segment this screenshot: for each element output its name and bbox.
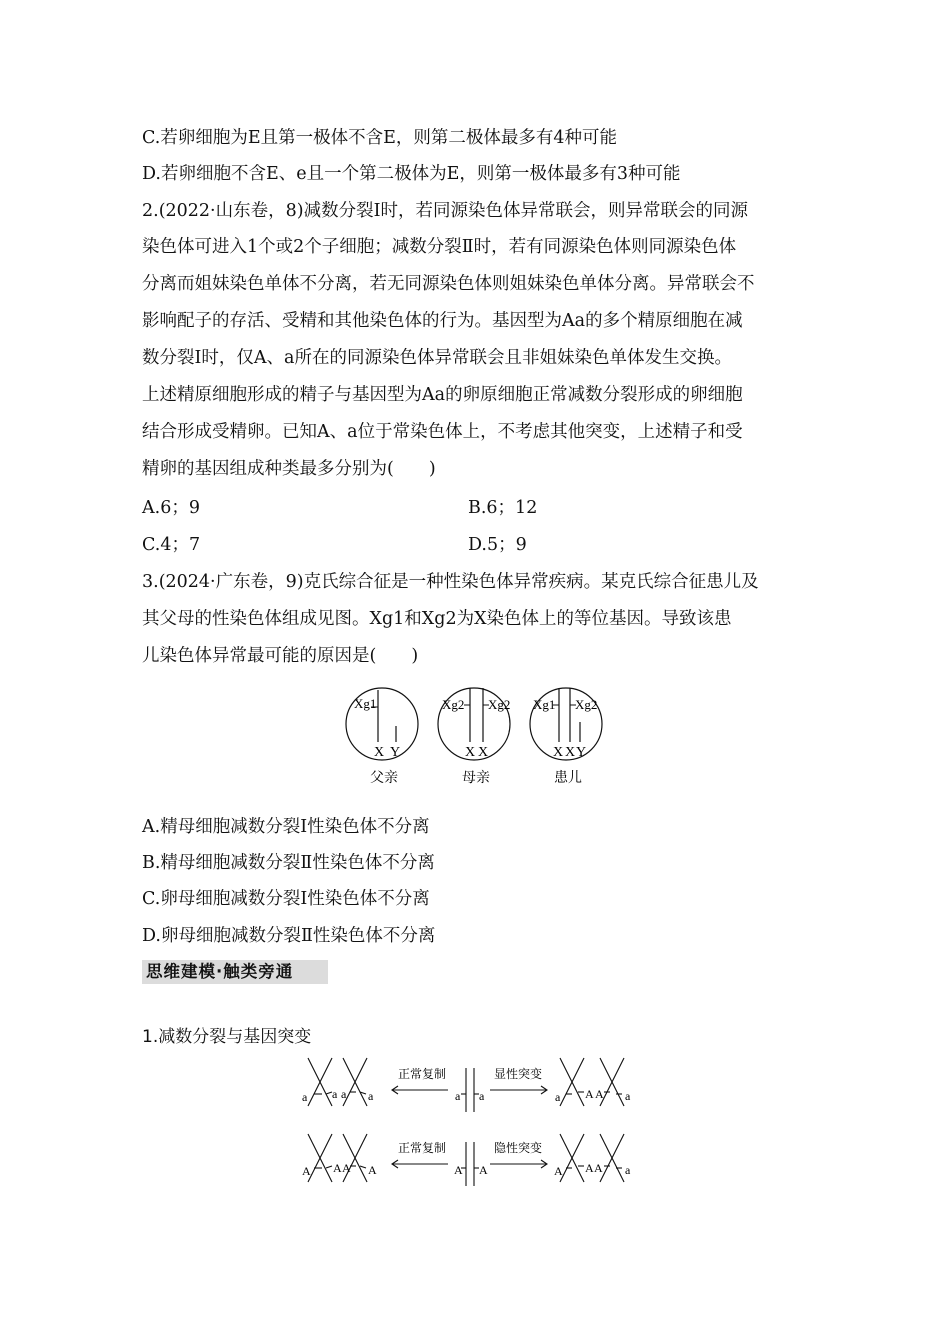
chrom-label: Y: [390, 745, 401, 760]
chrom-label: Y: [576, 745, 587, 760]
q2-option-c: C.4；7: [142, 535, 201, 555]
gene-label: a: [332, 1087, 338, 1101]
gene-label-xg1-father: Xg1: [354, 696, 377, 711]
section-heading: 思维建模·触类旁通: [142, 960, 328, 984]
arrow-label-recessive-mutation: 隐性突变: [494, 1141, 543, 1155]
gene-label: A: [594, 1161, 603, 1175]
chrom-label: X: [553, 745, 564, 760]
chrom-label: X: [374, 745, 385, 760]
gene-label: a: [625, 1089, 631, 1103]
q2-option-d: D.5；9: [468, 535, 527, 555]
q2-line-4: 影响配子的存活、受精和其他染色体的行为。基因型为Aa的多个精原细胞在减: [142, 311, 743, 331]
arrow-label-normal-replication: 正常复制: [398, 1067, 447, 1081]
q3-line-3: 儿染色体异常最可能的原因是( ): [142, 646, 419, 666]
q3-option-c: C.卵母细胞减数分裂Ⅰ性染色体不分离: [142, 889, 430, 909]
q2-line-8: 精卵的基因组成种类最多分别为( ): [142, 459, 436, 479]
gene-label: a: [455, 1089, 461, 1103]
gene-label: A: [595, 1087, 604, 1101]
gene-label-xg2-child: Xg2: [575, 697, 598, 712]
gene-label: A: [368, 1163, 377, 1177]
q2-option-a: A.6；9: [142, 498, 200, 518]
gene-label: A: [333, 1161, 342, 1175]
sex-chromosome-figure: [340, 678, 610, 788]
gene-label: A: [342, 1161, 351, 1175]
gene-label: A: [454, 1163, 463, 1177]
caption-father: 父亲: [370, 771, 398, 786]
gene-label: a: [625, 1163, 631, 1177]
gene-label: A: [585, 1161, 594, 1175]
arrow-label-normal-replication: 正常复制: [398, 1141, 447, 1155]
gene-label-xg1-child: Xg1: [533, 697, 556, 712]
gene-label: a: [479, 1089, 485, 1103]
mutation-figure: [298, 1054, 648, 1194]
gene-label: A: [554, 1164, 563, 1178]
q2-line-3: 分离而姐妹染色单体不分离，若无同源染色体则姐妹染色单体分离。异常联会不: [142, 274, 755, 294]
q2-line-5: 数分裂Ⅰ时，仅A、a所在的同源染色体异常联会且非姐妹染色单体发生交换。: [142, 348, 732, 368]
q3-line-1: 3.(2024·广东卷，9)克氏综合征是一种性染色体异常疾病。某克氏综合征患儿及: [142, 572, 759, 592]
gene-label: A: [479, 1163, 488, 1177]
gene-label: a: [302, 1090, 308, 1104]
option-c-prev: C.若卵细胞为E且第一极体不含E，则第二极体最多有4种可能: [142, 128, 618, 148]
caption-child: 患儿: [554, 771, 582, 786]
chrom-label: X: [465, 745, 476, 760]
q2-line-6: 上述精原细胞形成的精子与基因型为Aa的卵原细胞正常减数分裂形成的卵细胞: [142, 385, 743, 405]
caption-mother: 母亲: [462, 771, 490, 786]
arrow-label-dominant-mutation: 显性突变: [494, 1067, 543, 1081]
gene-label-xg2-left: Xg2: [442, 697, 465, 712]
q2-line-1: 2.(2022·山东卷，8)减数分裂Ⅰ时，若同源染色体异常联会，则异常联会的同源: [142, 201, 748, 221]
chrom-label: X: [565, 745, 576, 760]
q3-option-d: D.卵母细胞减数分裂Ⅱ性染色体不分离: [142, 926, 436, 946]
gene-label: A: [585, 1087, 594, 1101]
gene-label: a: [341, 1087, 347, 1101]
q2-line-7: 结合形成受精卵。已知A、a位于常染色体上，不考虑其他突变，上述精子和受: [142, 422, 743, 442]
option-d-prev: D.若卵细胞不含E、e且一个第二极体为E，则第一极体最多有3种可能: [142, 164, 681, 184]
gene-label-xg2-right: Xg2: [488, 697, 511, 712]
gene-label: a: [555, 1090, 561, 1104]
gene-label: a: [368, 1089, 374, 1103]
gene-label: A: [302, 1164, 311, 1178]
q2-line-2: 染色体可进入1个或2个子细胞；减数分裂Ⅱ时，若有同源染色体则同源染色体: [142, 237, 737, 257]
q3-line-2: 其父母的性染色体组成见图。Xg1和Xg2为X染色体上的等位基因。导致该患: [142, 609, 732, 629]
q3-option-b: B.精母细胞减数分裂Ⅱ性染色体不分离: [142, 853, 435, 873]
chrom-label: X: [478, 745, 489, 760]
section-subtitle: 1.减数分裂与基因突变: [142, 1027, 312, 1047]
q2-option-b: B.6；12: [468, 498, 538, 518]
q3-option-a: A.精母细胞减数分裂Ⅰ性染色体不分离: [142, 817, 430, 837]
